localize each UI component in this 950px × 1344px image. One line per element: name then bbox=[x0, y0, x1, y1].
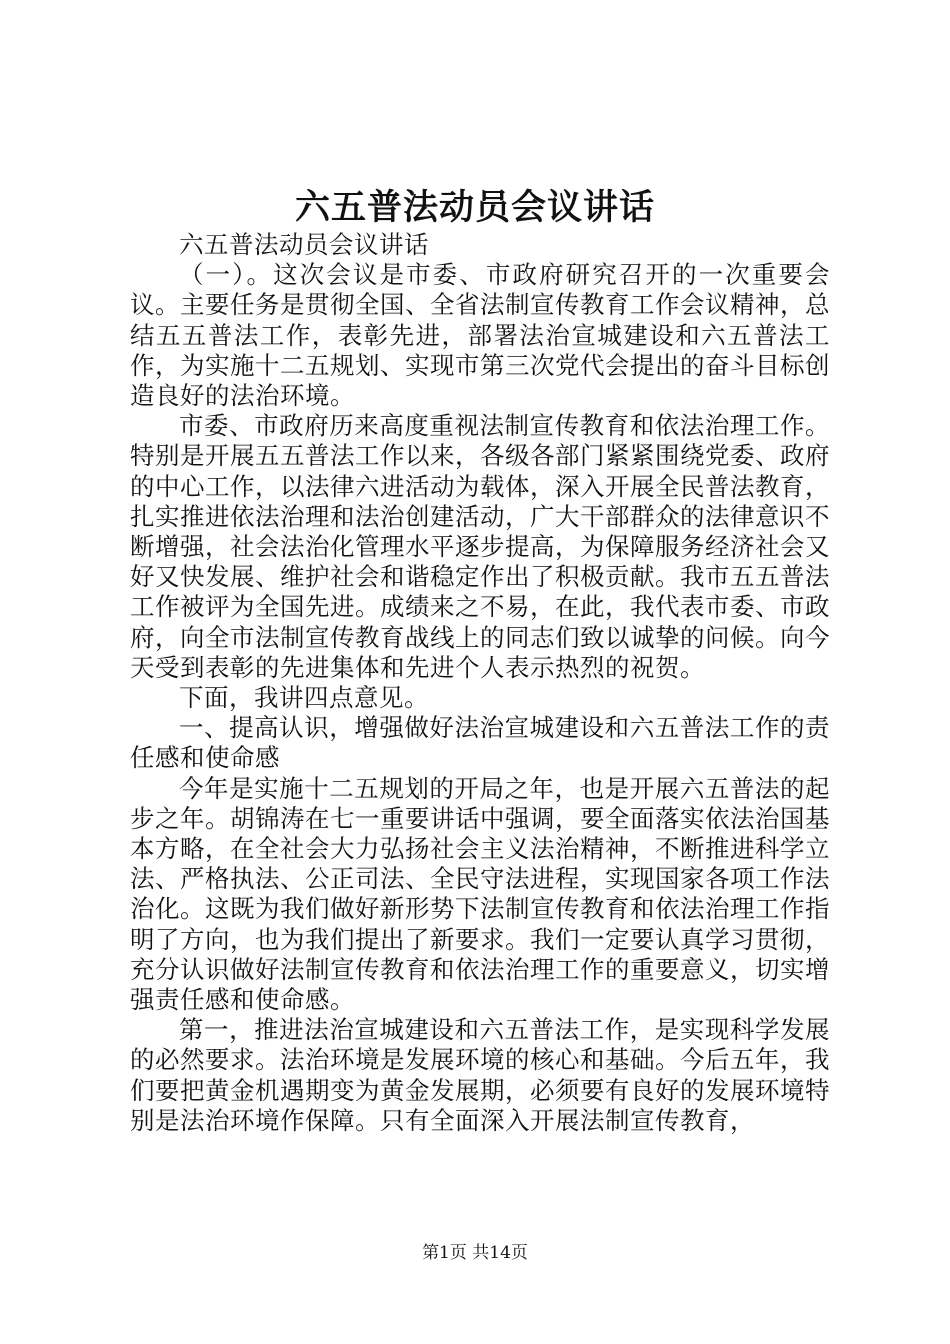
document-body bbox=[130, 230, 830, 1136]
paragraph-achievements: 市委、市政府历来高度重视法制宣传教育和依法治理工作。特别是开展五五普法工作以来，各级各部门紧紧围绕党委、政府的中心工作，以法律六进活动为载体，深入开展全民普法教育，扎实推进依法治理和法治创建活动，广大干部群众的法律意识不断增强，社会法治化管理水平逐步提高，为保障服务经济社会又好又快发展、维护社会和谐稳定作出了积极贡献。我市五五普法工作被评为全国先进。成绩来之不易，在此，我代表市委、市政府，向全市法制宣传教育战线上的同志们致以诚挚的问候。向今天受到表彰的先进集体和先进个人表示热烈的祝贺。 bbox=[130, 411, 830, 682]
paragraph-meeting-intro: （一）。这次会议是市委、市政府研究召开的一次重要会议。主要任务是贯彻全国、全省法制宣传教育工作会议精神，总结五五普法工作，表彰先进，部署法治宣城建设和六五普法工作，为实施十二五规划、实现市第三次党代会提出的奋斗目标创造良好的法治环境。 bbox=[130, 260, 830, 411]
paragraph-four-points: 下面，我讲四点意见。 bbox=[179, 683, 429, 713]
document-title: 六五普法动员会议讲话 bbox=[294, 187, 655, 228]
paragraph-first-point: 第一，推进法治宣城建设和六五普法工作，是实现科学发展的必然要求。法治环境是发展环境的核心和基础。今后五年，我们要把黄金机遇期变为黄金发展期，必须要有良好的发展环境特别是法治环境作保障。只有全面深入开展法制宣传教育， bbox=[130, 1015, 830, 1135]
page-footer: 第1页 共14页 bbox=[422, 1243, 528, 1263]
paragraph-subtitle: 六五普法动员会议讲话 bbox=[179, 230, 429, 259]
section-heading-1: 一、提高认识，增强做好法治宣城建设和六五普法工作的责任感和使命感 bbox=[130, 713, 830, 773]
paragraph-significance: 今年是实施十二五规划的开局之年，也是开展六五普法的起步之年。胡锦涛在七一重要讲话中强调，要全面落实依法治国基本方略，在全社会大力弘扬社会主义法治精神，不断推进科学立法、严格执法、公正司法、全民守法进程，实现国家各项工作法治化。这既为我们做好新形势下法制宣传教育和依法治理工作指明了方向，也为我们提出了新要求。我们一定要认真学习贯彻，充分认识做好法制宣传教育和依法治理工作的重要意义，切实增强责任感和使命感。 bbox=[130, 773, 830, 1015]
